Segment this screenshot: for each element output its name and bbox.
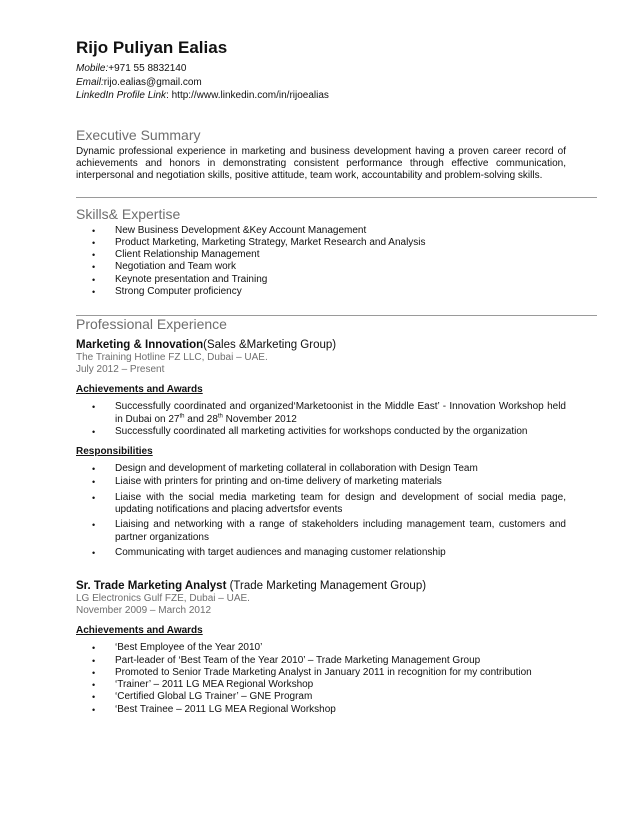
bullet-icon: • — [92, 426, 96, 437]
bullet-icon: • — [92, 274, 96, 285]
achievements-heading: Achievements and Awards — [76, 384, 203, 396]
job-company: LG Electronics Gulf FZE, Dubai – UAE. — [76, 593, 250, 605]
list-item: • ‘Certified Global LG Trainer’ – GNE Program — [92, 691, 313, 703]
bullet-icon: • — [92, 655, 96, 666]
bullet-icon: • — [92, 286, 96, 297]
job-title-2 — [76, 579, 566, 593]
job-dates: July 2012 – Present — [76, 364, 165, 376]
bullet-icon: • — [92, 704, 96, 715]
email-line — [76, 76, 566, 90]
skills-list — [76, 225, 566, 299]
bullet-icon: • — [92, 680, 96, 691]
summary-text: Dynamic professional experience in marketing and business development having a proven career record of achievements and honors in demonstrating consistent performance through effective communication, interpersonal and negotiation skills, positive attitude, team work, accountability and problem-solving skills. — [76, 145, 566, 181]
list-item: • Promoted to Senior Trade Marketing Analyst in January 2011 in recognition for my contribution — [92, 666, 532, 678]
bullet-icon: • — [92, 692, 96, 703]
bullet-icon: • — [92, 262, 96, 273]
job-group: (Sales &Marketing Group) — [203, 339, 337, 352]
mobile-label: Mobile: — [76, 63, 109, 74]
list-item: • Product Marketing, Marketing Strategy, Market Research and Analysis — [92, 236, 426, 248]
achievements-list — [76, 401, 566, 438]
job-company: The Training Hotline FZ LLC, Dubai – UAE. — [76, 352, 268, 364]
mobile-line — [76, 62, 566, 76]
skills-heading: Skills& Expertise — [76, 205, 181, 222]
job-group: (Trade Marketing Management Group) — [226, 580, 427, 593]
job-title-1 — [76, 338, 566, 352]
list-item: • Negotiation and Team work — [92, 261, 236, 273]
candidate-name: Rijo Puliyan Ealias — [76, 38, 228, 57]
list-item: • Client Relationship Management — [92, 249, 260, 261]
bullet-icon: • — [92, 237, 96, 248]
list-item: • New Business Development &Key Account Management — [92, 224, 367, 236]
list-item: • ‘Trainer’ – 2011 LG MEA Regional Workshop — [92, 679, 314, 691]
experience-heading: Professional Experience — [76, 316, 227, 333]
list-item: • Successfully coordinated and organized‘Marketoonist in the Middle East’ - Innovation Workshop held in Dubai on 27th and 28th November 2012 — [92, 401, 566, 425]
list-item: • Design and development of marketing collateral in collaboration with Design Team — [92, 463, 478, 475]
list-item: • Successfully coordinated all marketing activities for workshops conducted by the organization — [92, 425, 528, 437]
bullet-icon: • — [92, 667, 96, 678]
email-link[interactable]: rijo.ealias@gmail.com — [103, 76, 202, 88]
bullet-icon: • — [92, 225, 96, 236]
responsibilities-list — [76, 463, 566, 559]
list-item: • Liaise with printers for printing and on-time delivery of marketing materials — [92, 476, 442, 488]
list-item: • ‘Best Trainee – 2011 LG MEA Regional Workshop — [92, 703, 336, 715]
bullet-icon: • — [92, 643, 96, 654]
bullet-icon: • — [92, 492, 96, 503]
bullet-icon: • — [92, 477, 96, 488]
summary-heading: Executive Summary — [76, 126, 201, 143]
bullet-icon: • — [92, 464, 96, 475]
bullet-icon: • — [92, 520, 96, 531]
job-dates: November 2009 – March 2012 — [76, 605, 212, 617]
bullet-icon: • — [92, 402, 96, 413]
bullet-icon: • — [92, 547, 96, 558]
job-role: Sr. Trade Marketing Analyst — [76, 580, 227, 593]
resume-content — [76, 38, 566, 716]
list-item: • ‘Best Employee of the Year 2010’ — [92, 642, 263, 654]
linkedin-label: LinkedIn Profile Link — [76, 90, 167, 101]
list-item: • Strong Computer proficiency — [92, 285, 242, 297]
job-role: Marketing & Innovation — [76, 339, 204, 352]
list-item: • Part-leader of ‘Best Team of the Year 2010’ – Trade Marketing Management Group — [92, 654, 481, 666]
linkedin-link[interactable]: : http://www.linkedin.com/in/rijoealias — [166, 90, 329, 101]
linkedin-line — [76, 89, 566, 103]
achievements-list — [76, 642, 566, 716]
list-item: • Communicating with target audiences and managing customer relationship — [92, 546, 446, 558]
responsibilities-heading: Responsibilities — [76, 446, 153, 458]
bullet-icon: • — [92, 250, 96, 261]
email-label: Email: — [76, 76, 104, 88]
achievements-heading: Achievements and Awards — [76, 625, 203, 637]
list-item: • Liaising and networking with a range of stakeholders including management team, customers and partner organizations — [92, 519, 566, 543]
mobile-value: +971 55 8832140 — [108, 63, 187, 74]
list-item: • Liaise with the social media marketing team for design and development of social media page, updating notifications and placing advertsfor events — [92, 491, 566, 516]
list-item: • Keynote presentation and Training — [92, 273, 268, 285]
